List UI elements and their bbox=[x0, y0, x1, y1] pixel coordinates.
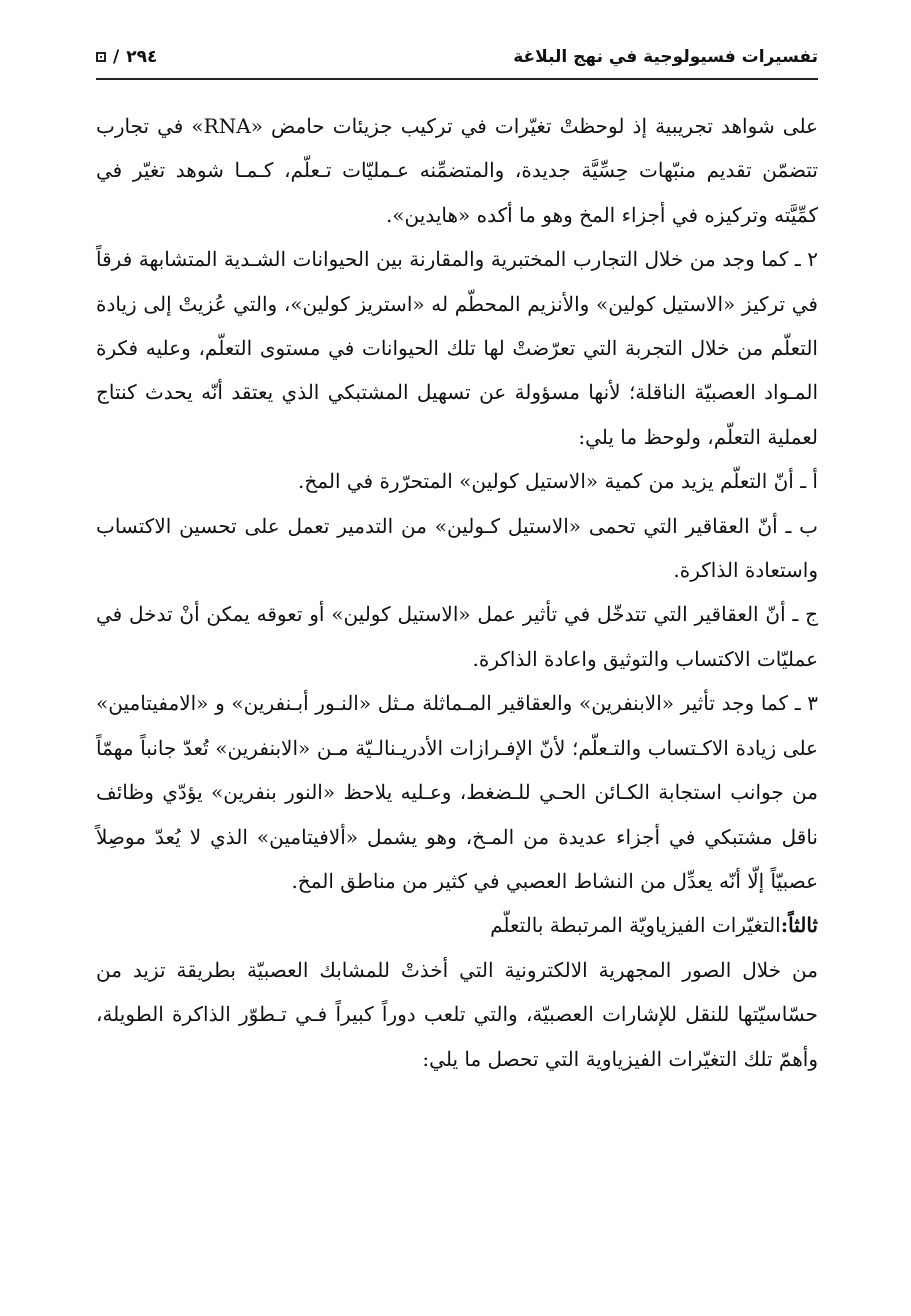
page-body bbox=[96, 80, 818, 1081]
book-title: تفسيرات فسيولوجية في نهج البلاغة bbox=[513, 47, 818, 67]
page-number-group bbox=[96, 47, 157, 67]
paragraph-6: ٣ ـ كما وجد تأثير «الابنفرين» والعقاقير المـماثلة مـثل «النـور أبـنفرين» و «الامفيتامين» على زيادة الاكـتساب والتـعلّم؛ لأنّ الإفـرازات الأدريـنالـيّة مـن «الابنفرين» تُعدّ جانباً مهمّاً من جوانب استجابة الكـائن الحـي للـضغط، وعـليه يلاحظ «النور بنفرين» يؤدّي وظائف ناقل مشتبكي في أجزاء عديدة من المـخ، وهو يشمل «ألافيتامين» الذي لا يُعدّ موصِلاً عصبيّاً إلّا أنّه يعدِّل من النشاط العصبي في كثير من مناطق المخ. bbox=[96, 691, 818, 893]
paragraph-3: أ ـ أنّ التعلّم يزيد من كمية «الاستيل كولين» المتحرّرة في المخ. bbox=[298, 469, 818, 494]
paragraph-1: على شواهد تجريبية إذ لوحظتْ تغيّرات في تركيب جزيئات حامض «RNA» في تجارب تتضمّن تقديم منبّهات حِسِّيَّة جديدة، والمتضمِّنه عـمليّات تـعلّم، كـمـا شوهد تغيّر في كمِّيَّته وتركيزه في أجزاء المخ وهو ما أكده «هايدين». bbox=[96, 114, 818, 227]
running-header bbox=[96, 36, 818, 80]
paragraph-4: ب ـ أنّ العقاقير التي تحمى «الاستيل كـولين» من التدمير تعمل على تحسين الاكتساب واستعادة الذاكرة. bbox=[96, 513, 818, 583]
book-page bbox=[96, 36, 818, 1286]
page-number: ٢٩٤ bbox=[126, 47, 158, 67]
paragraph-2: ٢ ـ كما وجد من خلال التجارب المختبرية والمقارنة بين الحيوانات الشـدية المتشابهة فرقاً في تركيز «الاستيل كولين» والأنزيم المحطّم له «استريز كولين»، والتي عُزيتْ إلى زيادة التعلّم من خلال التجربة التي تعرّضتْ لها تلك الحيوانات في مستوى التعلّم، وعليه فكرة المـواد العصبيّة الناقلة؛ لأنها مسؤولة عن تسهيل المشتبكي الذي يعتقد أنّه يحدث كنتاج لعملية التعلّم، ولوحظ ما يلي: bbox=[96, 247, 818, 449]
paragraph-5: ج ـ أنّ العقاقير التي تتدخّل في تأثير عمل «الاستيل كولين» أو تعوقه يمكن أنْ تدخل في عمليّات الاكتساب والتوثيق واعادة الذاكرة. bbox=[96, 602, 818, 671]
closing-paragraph: من خلال الصور المجهرية الالكترونية التي أخذتْ للمشابك العصبيّة بطريقة تزيد من حسّاسيّتها للنقل للإشارات العصبيّة، والتي تلعب دوراً كبيراً فـي تـطوّر الذاكرة الطويلة، وأهمّ تلك التغيّرات الفيزياوية التي تحصل ما يلي: bbox=[96, 957, 818, 1071]
section-heading bbox=[96, 903, 818, 947]
separator: / bbox=[113, 47, 120, 67]
section-title: التغيّرات الفيزياويّة المرتبطة بالتعلّم bbox=[490, 913, 781, 938]
square-ornament-icon bbox=[96, 52, 106, 62]
section-label: ثالثاً: bbox=[780, 913, 818, 938]
